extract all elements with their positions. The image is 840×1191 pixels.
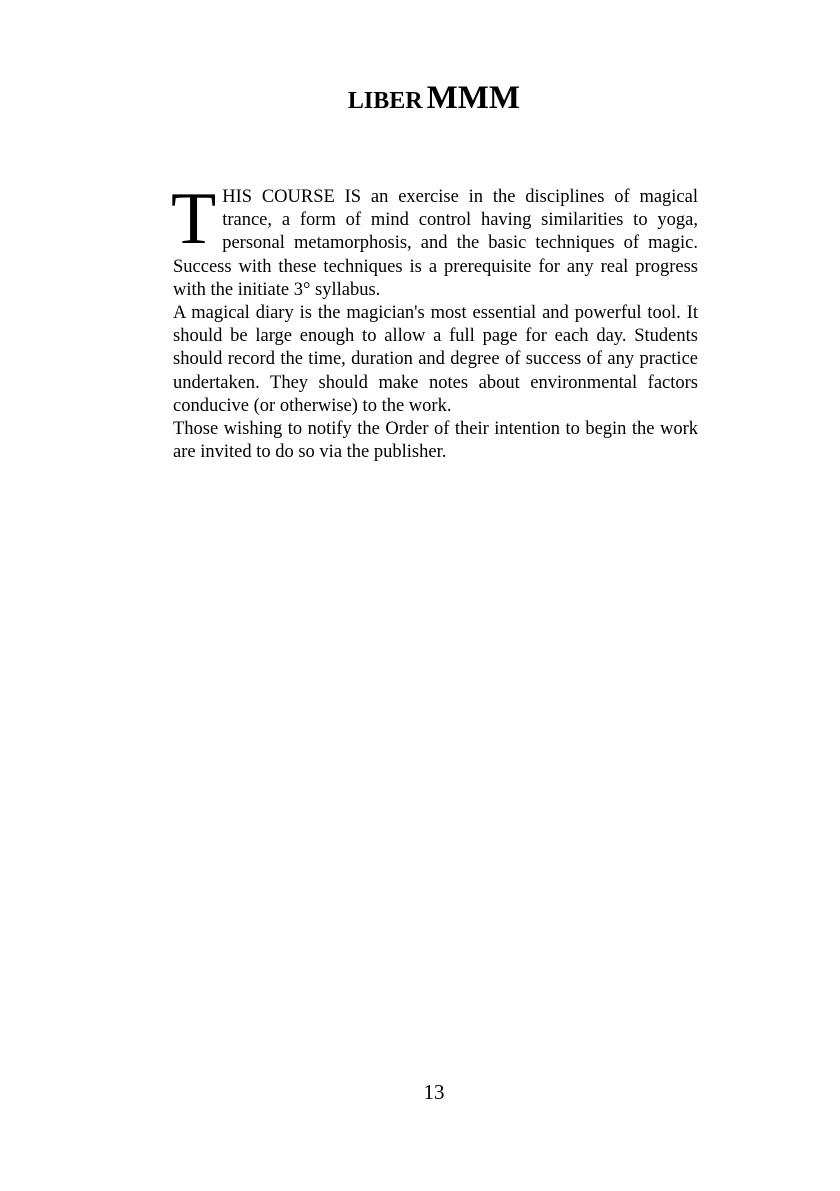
page-number: 13 [423,1080,445,1104]
paragraph-diary: A magical diary is the magician's most essential and powerful tool. It should be large enough to allow a full page for each day. Students should record the time, duration and degree of success of any practice undertaken. They should make notes about environmental factors conducive (or otherwise) to the work. [173,303,698,416]
paragraph-intro [171,178,698,302]
page-title [0,82,840,115]
paragraph-notify: Those wishing to notify the Order of their intention to begin the work are invited to do so via the publisher. [173,419,698,463]
body-text [171,178,698,464]
drop-cap: T [171,178,217,260]
title-prefix: LIBER [347,88,423,114]
title-main: MMM [426,80,521,116]
paragraph-intro-text: HIS COURSE IS an exercise in the disciplines of magical trance, a form of mind control having similarities to yoga, personal metamorphosis, and the basic techniques of magic. Success with these techniques is a prerequisite for any real progress with the initiate 3° syllabus. [173,187,698,300]
